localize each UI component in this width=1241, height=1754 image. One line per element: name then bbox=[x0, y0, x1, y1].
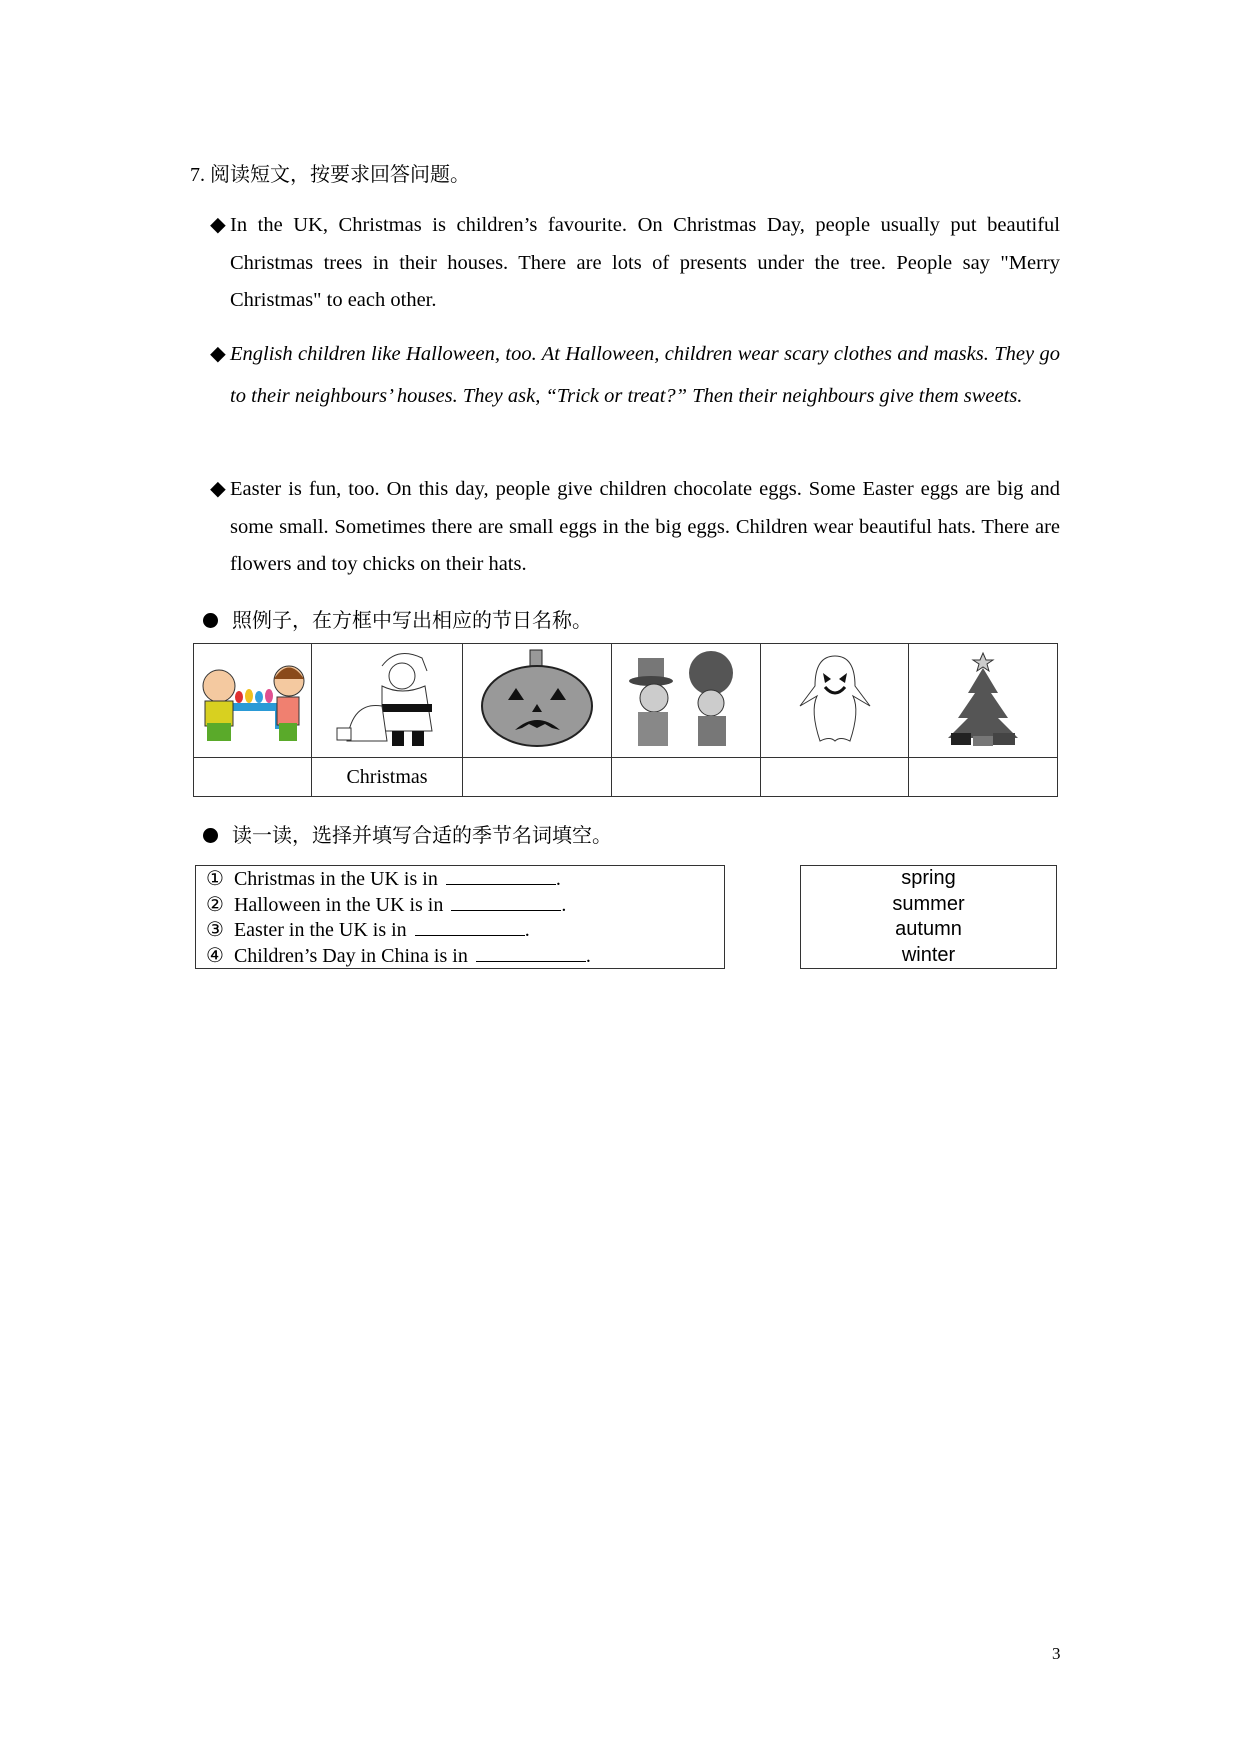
answer-cell[interactable] bbox=[909, 758, 1058, 797]
picture-christmas-tree bbox=[909, 644, 1058, 758]
bullet-icon bbox=[203, 828, 218, 843]
answer-cell[interactable] bbox=[194, 758, 312, 797]
word-bank-item: summer bbox=[892, 892, 965, 915]
task2-instruction bbox=[203, 819, 612, 848]
paragraph-text: English children like Halloween, too. At Halloween, children wear scary clothes and masks. They go to their neighbours’ houses. They ask, “Trick or treat?” Then their neighbours give them sweets. bbox=[230, 343, 1060, 407]
word-bank-item: spring bbox=[901, 867, 956, 889]
question-item bbox=[196, 892, 724, 918]
task1-instruction bbox=[203, 604, 592, 633]
paragraph-text: Easter is fun, too. On this day, people give children chocolate eggs. Some Easter eggs are big and some small. Sometimes there are small eggs in the big eggs. Children wear beautiful hats. There are flowers and toy chicks on their hats. bbox=[230, 478, 1060, 575]
instruction-text: 照例子，在方框中写出相应的节日名称。 bbox=[232, 610, 592, 632]
question-number: ② bbox=[206, 893, 224, 916]
question-box bbox=[195, 865, 725, 969]
answer-blank[interactable] bbox=[451, 892, 561, 911]
diamond-bullet-icon: ◆ bbox=[210, 214, 226, 236]
period: . bbox=[524, 919, 530, 941]
word-bank-item: winter bbox=[901, 943, 956, 966]
diamond-bullet-icon: ◆ bbox=[210, 343, 226, 365]
period: . bbox=[561, 893, 567, 916]
picture-easter-bonnets bbox=[612, 644, 761, 758]
ghost-icon bbox=[795, 651, 875, 746]
question-title: 7. 阅读短文，按要求回答问题。 bbox=[190, 164, 470, 186]
answer-cell[interactable] bbox=[761, 758, 909, 797]
festival-picture-table bbox=[193, 643, 1058, 797]
diamond-bullet-icon: ◆ bbox=[210, 478, 226, 500]
bullet-icon bbox=[203, 613, 218, 628]
question-text: Easter in the UK is in bbox=[233, 919, 407, 941]
answer-cell[interactable] bbox=[612, 758, 761, 797]
question-number: ③ bbox=[206, 919, 224, 941]
question-number: ① bbox=[206, 868, 224, 890]
picture-pumpkin bbox=[463, 644, 612, 758]
question-text: Halloween in the UK is in bbox=[233, 893, 444, 916]
easter-bonnet-children-icon bbox=[626, 648, 746, 748]
jack-o-lantern-icon bbox=[480, 648, 595, 748]
answer-cell[interactable] bbox=[463, 758, 612, 797]
picture-easter-eggs bbox=[194, 644, 312, 758]
word-bank bbox=[800, 865, 1057, 969]
christmas-tree-icon bbox=[943, 648, 1023, 748]
question-text: Christmas in the UK is in bbox=[233, 868, 438, 890]
answer-blank[interactable] bbox=[476, 943, 586, 962]
instruction-text: 读一读，选择并填写合适的季节名词填空。 bbox=[232, 825, 612, 847]
page-number: 3 bbox=[1052, 1644, 1061, 1663]
question-item bbox=[196, 943, 724, 969]
picture-ghost bbox=[761, 644, 909, 758]
santa-claus-icon bbox=[327, 646, 447, 751]
paragraph-christmas bbox=[210, 207, 1060, 320]
picture-santa bbox=[312, 644, 463, 758]
question-text: Children’s Day in China is in bbox=[233, 944, 468, 967]
period: . bbox=[585, 944, 591, 967]
easter-eggs-children-icon bbox=[197, 651, 309, 746]
period: . bbox=[555, 868, 561, 890]
question-number: ④ bbox=[206, 944, 224, 967]
answer-blank[interactable] bbox=[446, 866, 556, 885]
question-item bbox=[196, 866, 724, 892]
paragraph-halloween bbox=[210, 333, 1060, 417]
answer-cell: Christmas bbox=[312, 758, 463, 797]
word-bank-item: autumn bbox=[895, 918, 962, 940]
paragraph-text: In the UK, Christmas is children’s favourite. On Christmas Day, people usually put beautiful Christmas trees in their houses. There are lots of presents under the tree. People say "Merry Christmas" to each other. bbox=[230, 214, 1060, 311]
answer-blank[interactable] bbox=[415, 917, 525, 936]
paragraph-easter bbox=[210, 471, 1060, 584]
question-item bbox=[196, 917, 724, 943]
